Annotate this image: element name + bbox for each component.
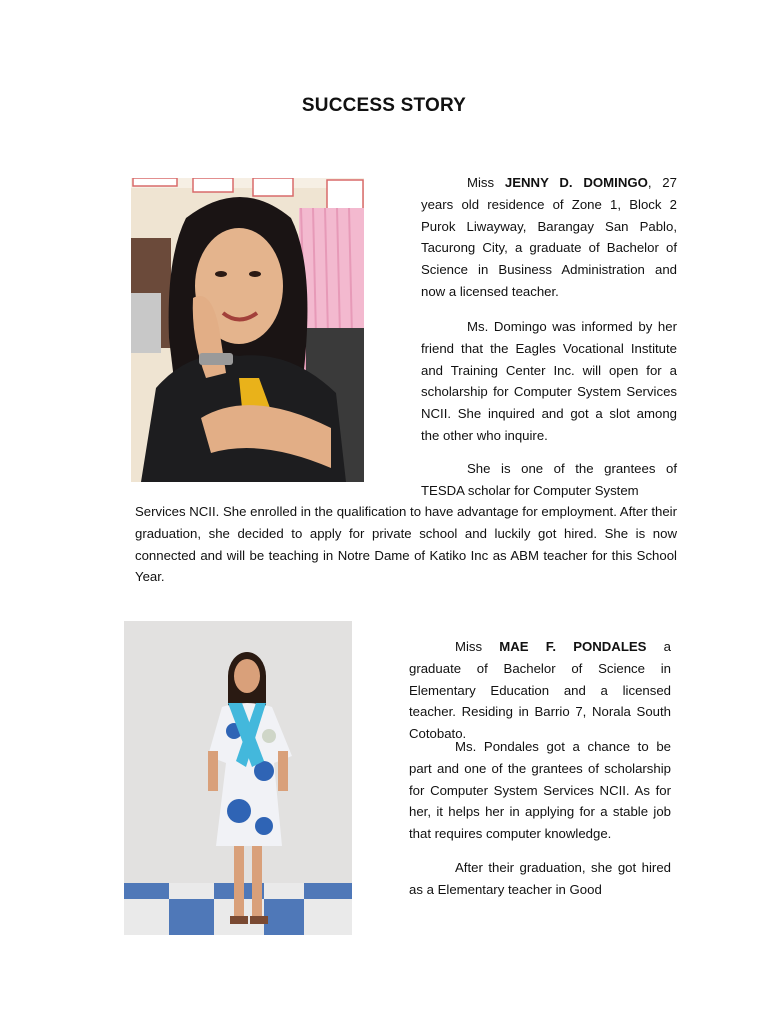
story2-p2-text: Ms. Pondales got a chance to be part and one of the grantees of scholarship for Computer System Services NCII. As for her, it helps her in applying for a stable job that requires computer knowledge. <box>409 739 671 842</box>
story2-person-name: MAE F. PONDALES <box>499 639 647 654</box>
story1-paragraph-2 <box>421 316 677 447</box>
story1-paragraph-3a <box>421 458 677 502</box>
story1-p1-prefix: Miss <box>467 175 505 190</box>
story2-p1-prefix: Miss <box>455 639 500 654</box>
story1-paragraph-1 <box>421 172 677 303</box>
story2-paragraph-2 <box>409 736 671 845</box>
story1-p2-text: Ms. Domingo was informed by her friend that the Eagles Vocational Institute and Training Center Inc. will open for a scholarship for Computer System Services NCII. She inquired and got a slot among the other who inquire. <box>421 319 677 443</box>
story2-p3-text: After their graduation, she got hired as a Elementary teacher in Good <box>409 860 671 897</box>
story1-p1-text: , 27 years old residence of Zone 1, Block 2 Purok Liwayway, Barangay San Pablo, Tacurong City, a graduate of Bachelor of Science in Business Administration and now a licensed teacher. <box>421 175 677 299</box>
story1-paragraph-3b <box>135 501 677 588</box>
portrait-illustration-1 <box>131 178 364 482</box>
portrait-illustration-2 <box>124 621 352 935</box>
story2-p1-text: a graduate of Bachelor of Science in Elementary Education and a licensed teacher. Residing in Barrio 7, Norala South Cotobato. <box>409 639 671 742</box>
story1-person-name: JENNY D. DOMINGO <box>504 175 648 190</box>
document-title: SUCCESS STORY <box>301 95 467 116</box>
photo-jenny-domingo <box>131 178 364 482</box>
photo-mae-pondales <box>124 621 352 935</box>
story1-p3a-text: She is one of the grantees of TESDA scholar for Computer System <box>421 461 677 498</box>
story2-paragraph-3 <box>409 857 671 901</box>
story1-p3b-text: Services NCII. She enrolled in the qualification to have advantage for employment. After their graduation, she decided to apply for private school and luckily got hired. She is now connected and will be teaching in Notre Dame of Katiko Inc as ABM teacher for this School Year. <box>135 504 677 585</box>
story2-paragraph-1 <box>409 636 671 745</box>
